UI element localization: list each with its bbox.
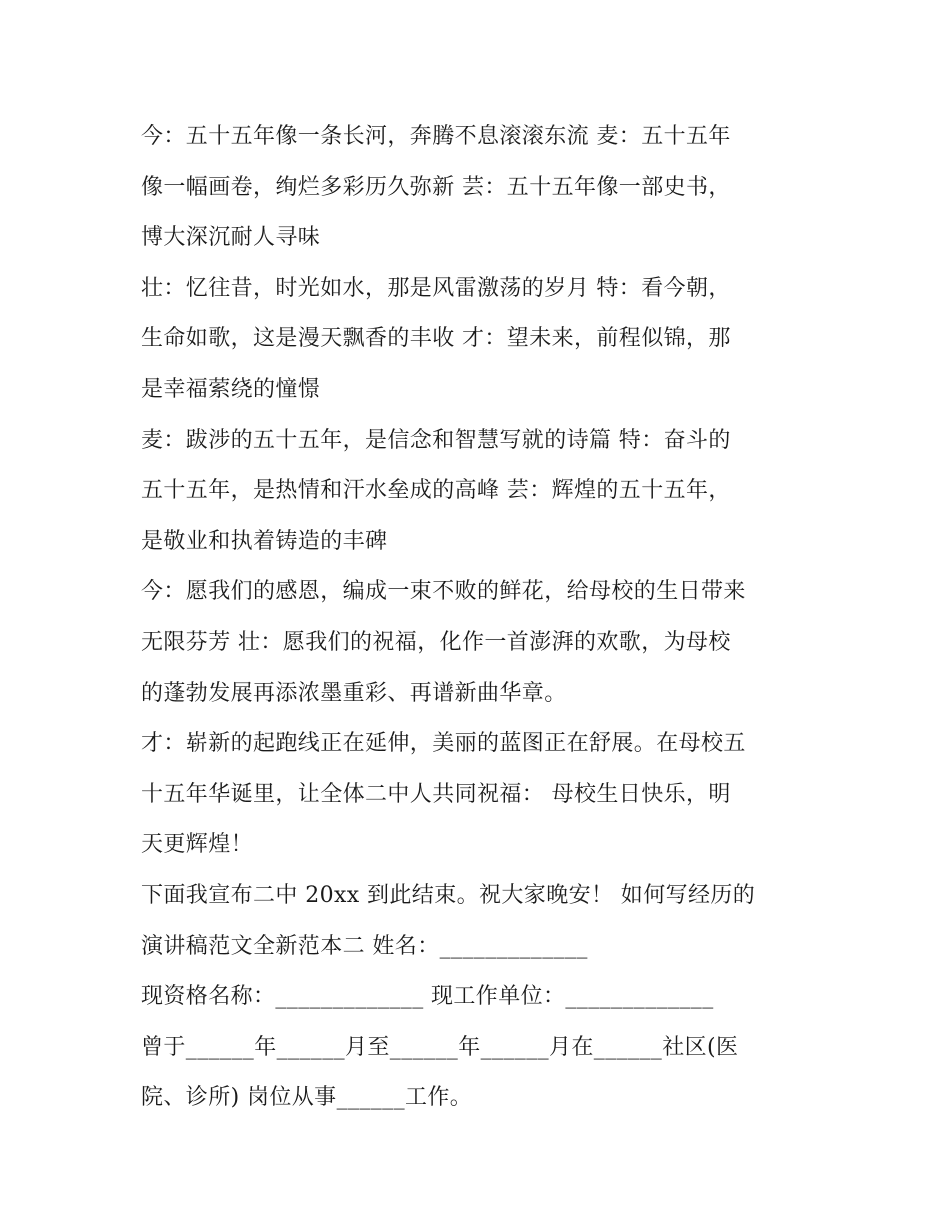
text-line: 十五年华诞里，让全体二中人共同祝福： 母校生日快乐，明 [141, 781, 731, 807]
document-body [141, 112, 821, 1124]
text-line: 麦：跋涉的五十五年，是信念和智慧写就的诗篇 特：奋斗的 [141, 427, 731, 453]
text-line: 现资格名称：_____________ 现工作单位：_____________ [141, 984, 714, 1010]
text-line: 像一幅画卷，绚烂多彩历久弥新 芸：五十五年像一部史书， [141, 174, 731, 200]
text-line: 才：崭新的起跑线正在延伸，美丽的蓝图正在舒展。在母校五 [141, 731, 746, 757]
text-line: 无限芬芳 壮：愿我们的祝福，化作一首澎湃的欢歌，为母校 [141, 629, 731, 655]
text-line: 五十五年，是热情和汗水垒成的高峰 芸：辉煌的五十五年， [141, 478, 731, 504]
text-line: 演讲稿范文全新范本二 姓名：_____________ [141, 933, 588, 959]
text-line: 下面我宣布二中 20xx 到此结束。祝大家晚安！ 如何写经历的 [141, 882, 756, 908]
text-line: 的蓬勃发展再添浓墨重彩、再谱新曲华章。 [141, 680, 567, 706]
text-line: 是幸福萦绕的憧憬 [141, 376, 321, 402]
text-line: 曾于______年______月至______年______月在______社区(医 [141, 1034, 739, 1060]
text-line: 博大深沉耐人寻味 [141, 225, 321, 251]
text-line: 天更辉煌！ [141, 832, 254, 858]
text-line: 生命如歌，这是漫天飘香的丰收 才：望未来，前程似锦，那 [141, 326, 731, 352]
text-line: 院、诊所) 岗位从事______工作。 [141, 1085, 473, 1111]
text-line: 今：愿我们的感恩，编成一束不败的鲜花，给母校的生日带来 [141, 579, 746, 605]
text-line: 壮：忆往昔，时光如水，那是风雷激荡的岁月 特：看今朝， [141, 275, 731, 301]
text-line: 今：五十五年像一条长河，奔腾不息滚滚东流 麦：五十五年 [141, 124, 731, 149]
text-line: 是敬业和执着铸造的丰碑 [141, 528, 388, 554]
